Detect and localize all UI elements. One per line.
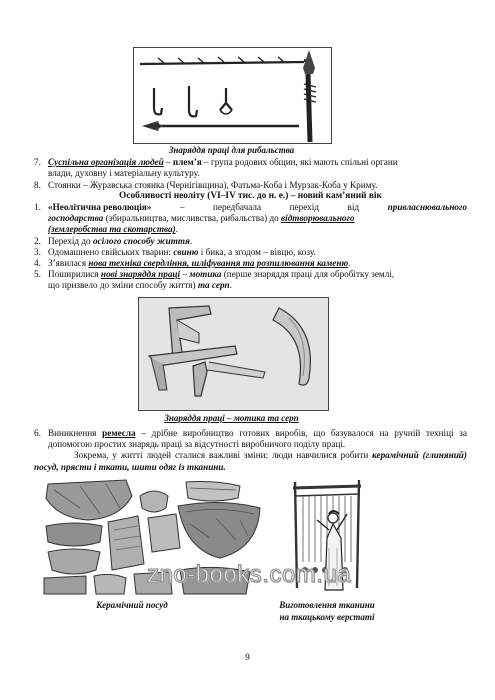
- list-item: 1. «Неолітична революція» – передбачала перехід від привласнювального господарства (збиральництва, мисливства, рибальства) до відтворювального (землеробства та скотарства).: [34, 202, 467, 235]
- term-social-organization: Суспільна організація людей: [48, 157, 164, 167]
- list-item: 3. Одомашнено свійських тварин: свиню і бика, а згодом – вівцю, козу.: [34, 247, 316, 257]
- hoe-sickle-illustration: [139, 298, 328, 410]
- term-tribe: плем’я: [172, 157, 202, 167]
- watermark: zno-books.com.ua: [146, 561, 352, 588]
- weaving-caption-line2: на ткацькому верстаті: [279, 612, 375, 622]
- list-item: 4. З’явилася нова техніка свердління, шліфування та розпилювання каменю.: [34, 258, 351, 268]
- section-heading: Особливості неоліту (VI–IV тис. до н. е.) – новий кам’яний вік: [119, 191, 382, 201]
- pottery-caption: Керамічний посуд: [96, 600, 168, 610]
- term-crafts: ремесла: [102, 428, 136, 438]
- term-neolithic-revolution: «Неолітична революція»: [48, 202, 152, 212]
- hoe-sickle-caption: Знаряддя праці – мотика та серп: [164, 413, 299, 423]
- list-item: 2. Перехід до осілого способу життя.: [34, 236, 193, 246]
- list-item: 7. Суспільна організація людей – плем’я – група родових общин, які мають спільні органи влади, духовну і матеріальну культуру.: [34, 157, 398, 179]
- list-item: 6. Виникнення ремесла – дрібне виробництво готових виробів, що базувалося на ручній техніці за допомогою простих знарядь праці за відсутності виробничого поділу праці. Зокрема, у житті людей сталися важливі зміни: люди навчилися робити керамічний (глиняний) посуд, прясти і ткати, шити одяг із тканини.: [34, 428, 467, 472]
- fishing-tools-caption: Знаряддя праці для рибальства: [168, 145, 295, 155]
- list-item: 8. Стоянки – Журавська стоянка (Чернігівщина), Фатьма-Коба і Мурзак-Коба у Криму.: [34, 180, 378, 190]
- page-number: 9: [245, 652, 250, 662]
- weaving-caption-line1: Виготовлення тканини: [279, 600, 375, 610]
- list-item: 5. Поширилися нові знаряддя праці – мотика (перше знаряддя праці для обробітку землі, що призвело до зміни способу життя) та серп.: [34, 269, 395, 291]
- hoe-sickle-figure: [138, 297, 329, 411]
- fishing-tools-illustration: [134, 48, 331, 143]
- fishing-tools-figure: [133, 47, 332, 144]
